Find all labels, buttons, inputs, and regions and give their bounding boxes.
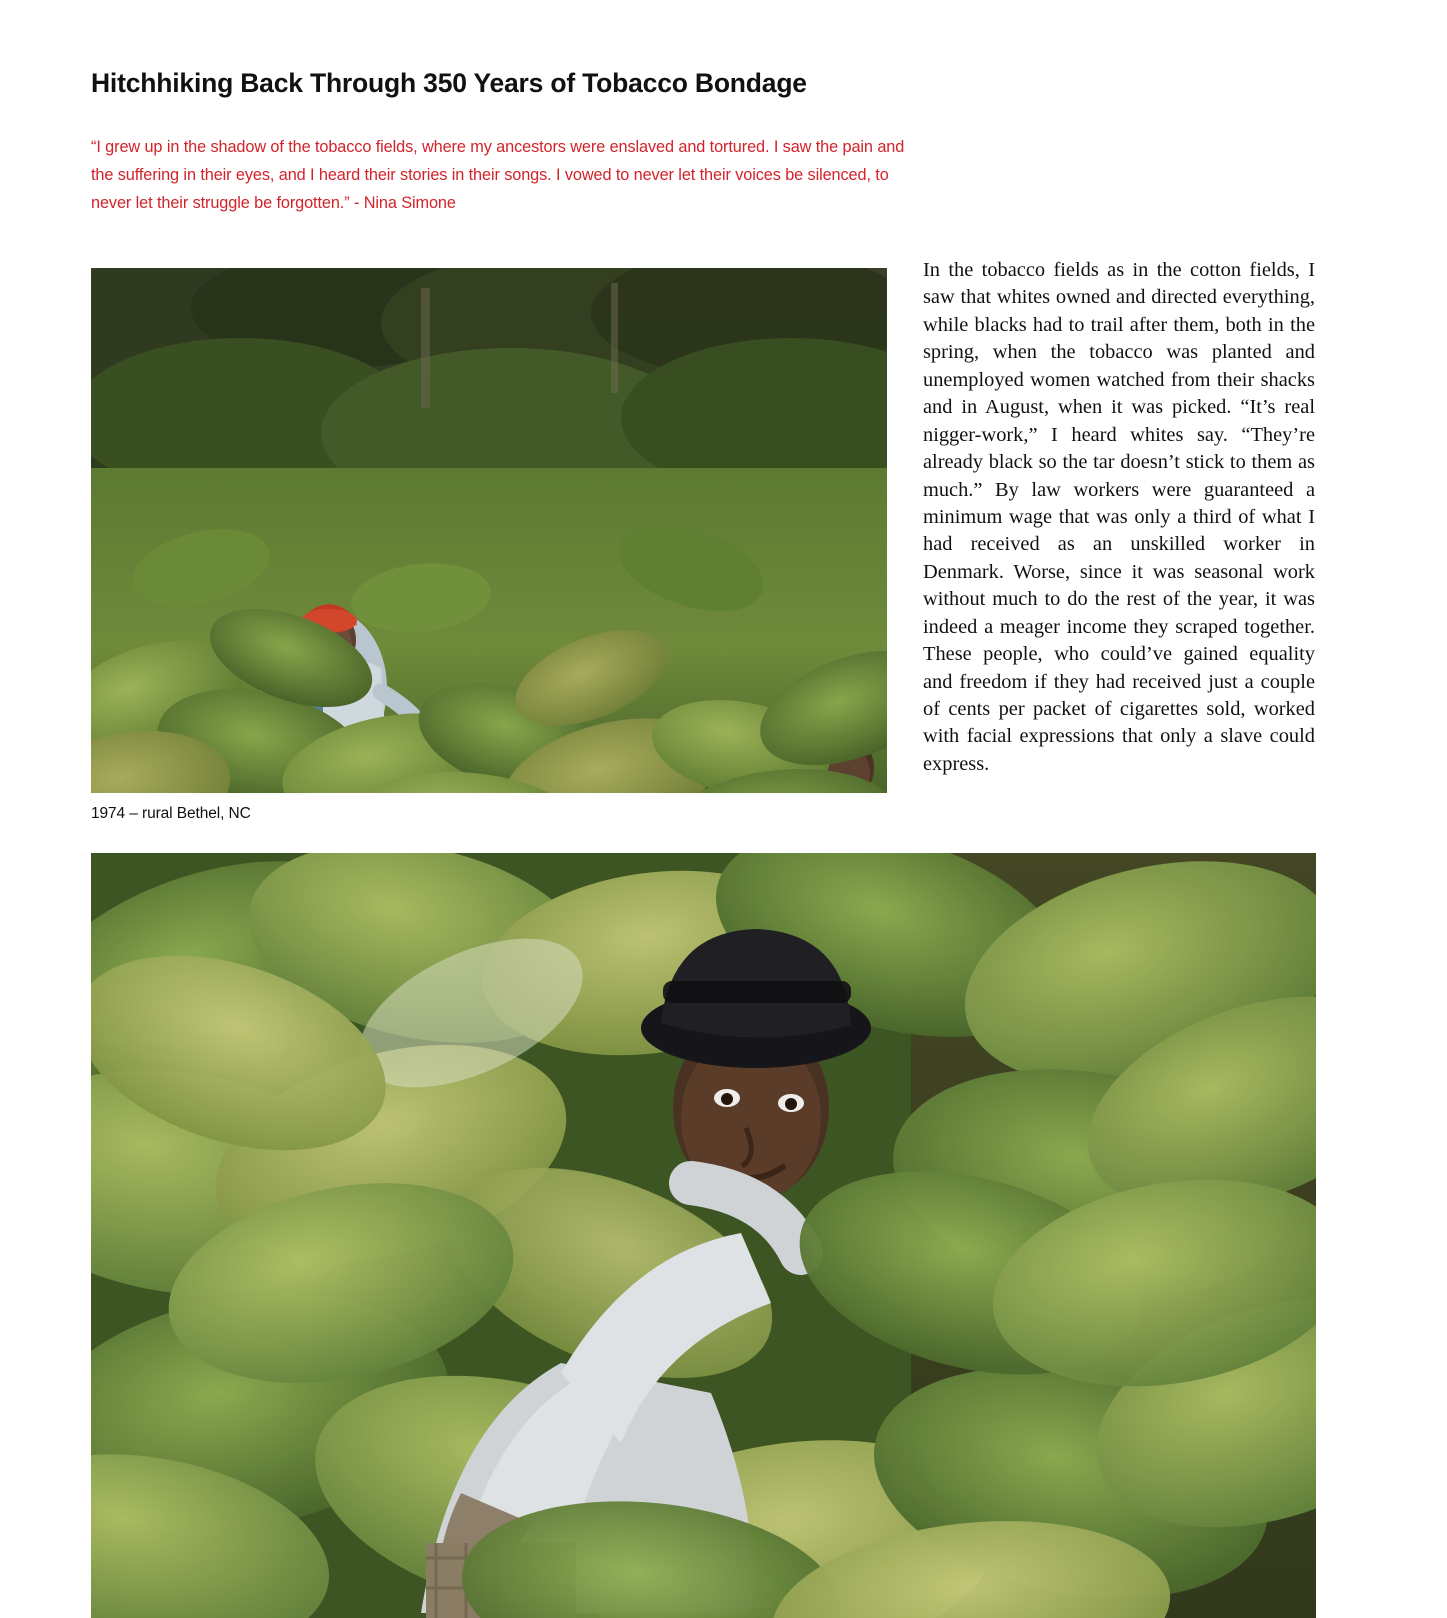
photo-illustration-bottom (91, 853, 1316, 1618)
figure-tobacco-field-two-workers (91, 268, 887, 793)
photo-illustration-top (91, 268, 887, 793)
figure-tobacco-field-worker-black-hat (91, 853, 1316, 1618)
pull-quote: “I grew up in the shadow of the tobacco fields, where my ancestors were enslaved and tortured. I saw the pain and the suffering in their eyes, and I heard their stories in their songs. I vowed to never let their voices be silenced, to never let their struggle be forgotten.” - Nina Simone (91, 138, 905, 213)
article-body: In the tobacco fields as in the cotton fields, I saw that whites owned and directed everything, while blacks had to trail after them, both in the spring, when the tobacco was planted and unemployed women watched from their shacks and in August, when it was picked. “It’s real nigger-work,” I heard whites say. “They’re already black so the tar doesn’t stick to them as much.” By law workers were guaranteed a minimum wage that was only a third of what I had received as an unskilled worker in Denmark. Worse, since it was seasonal work without much to do the rest of the year, it was indeed a meager income they scraped together. These people, who could’ve gained equality and freedom if they had received just a couple of cents per packet of cigarettes sold, worked with facial expressions that only a slave could express. (923, 259, 1315, 775)
page-title: Hitchhiking Back Through 350 Years of Tobacco Bondage (91, 67, 807, 98)
figure-caption-top: 1974 – rural Bethel, NC (91, 805, 251, 822)
